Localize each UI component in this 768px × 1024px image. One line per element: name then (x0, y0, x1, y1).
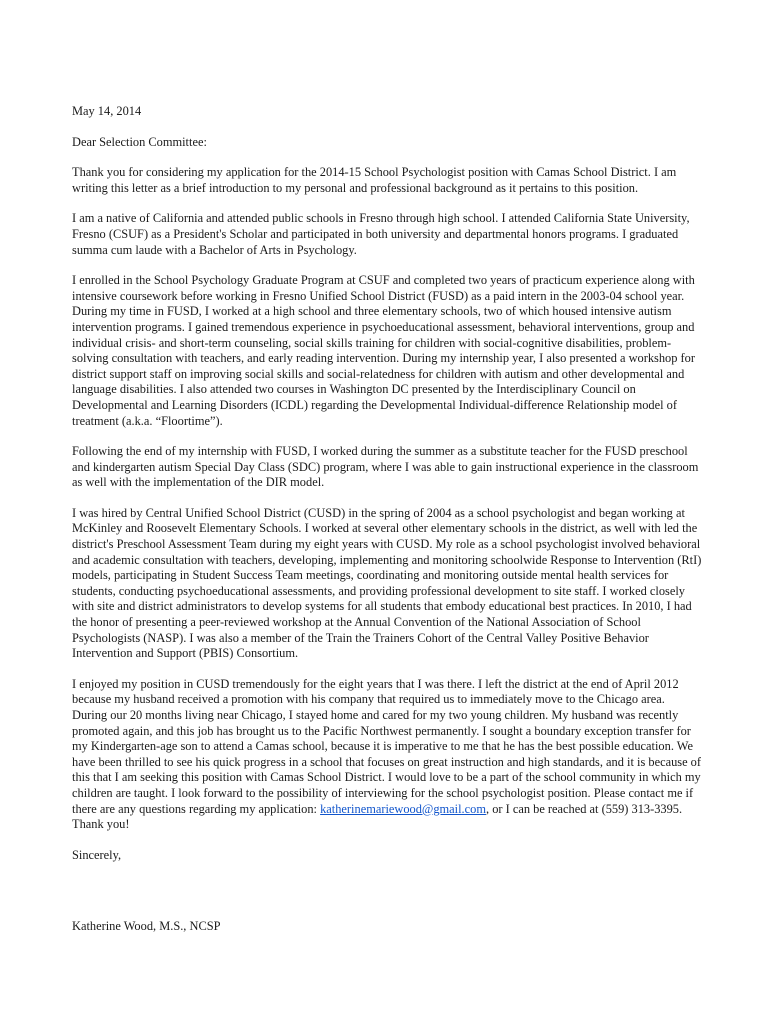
paragraph-cusd-experience: I was hired by Central Unified School District (CUSD) in the spring of 2004 as a school psychologist and began working at McKinley and Roosevelt Elementary Schools. I worked at several other elementary schools in the district, as well with led the district's Preschool Assessment Team during my eight years with CUSD. My role as a school psychologist involved behavioral and academic consultation with teachers, developing, implementing and monitoring schoolwide Response to Intervention (RtI) models, participating in Student Success Team meetings, coordinating and monitoring outside mental health services for students, conducting psychoeducational assessments, and providing professional development to site staff. I worked closely with site and district administrators to develop systems for all students that embody educational best practices. In 2010, I had the honor of presenting a peer-reviewed workshop at the Annual Convention of the National Association of School Psychologists (NASP). I was also a member of the Train the Trainers Cohort of the Central Valley Positive Behavior Intervention and Support (PBIS) Consortium. (72, 505, 702, 661)
signature-name: Katherine Wood, M.S., NCSP (72, 919, 221, 934)
letter-date: May 14, 2014 (72, 104, 142, 118)
paragraph-relocation-text: I enjoyed my position in CUSD tremendously for the eight years that I was there. I left the district at the end of April 2012 because my husband received a promotion with his company that required us to immediately move to the Chicago area. During our 20 months living near Chicago, I stayed home and cared for my two young children. My husband was recently promoted again, and this job has brought us to the Pacific Northwest permanently. I sought a boundary exception transfer for my Kindergarten-age son to attend a Camas school, because it is imperative to me that he has the best possible education. We have been thrilled to see his quick progress in a school that focuses on great instruction and high standards, and it is because of this that I am seeking this position with Camas School District. I would love to be a part of the school community in which my children are taught. I look forward to the possibility of interviewing for the school psychologist position. Please contact me if there are any questions regarding my application: (72, 676, 702, 816)
closing: Sincerely, (72, 847, 122, 862)
paragraph-graduate-program: I enrolled in the School Psychology Graduate Program at CSUF and completed two years of practicum experience along with intensive coursework before working in Fresno Unified School District (FUSD) as a paid intern in the 2003-04 school year. During my time in FUSD, I worked at a high school and three elementary schools, two of which housed intensive autism intervention programs. I gained tremendous experience in psychoeducational assessment, behavioral interventions, group and individual crisis- and short-term counseling, social skills training for children with social-cognitive disabilities, problem-solving consultation with teachers, and early reading intervention. During my internship year, I also presented a workshop for district support staff on improving social skills and social-relatedness for children with autism and other developmental and language disabilities. I also attended two courses in Washington DC presented by the Interdisciplinary Council on Developmental and Learning Disorders (ICDL) regarding the Developmental Individual-difference Relationship model of treatment (a.k.a. “Floortime”). (72, 273, 695, 428)
salutation: Dear Selection Committee: (72, 134, 207, 149)
paragraph-background: I am a native of California and attended public schools in Fresno through high school. I attended California State University, Fresno (CSUF) as a President's Scholar and participated in both university and departmental honors programs. I graduated summa cum laude with a Bachelor of Arts in Psychology. (72, 211, 690, 257)
paragraph-substitute-teaching: Following the end of my internship with FUSD, I worked during the summer as a substitute teacher for the FUSD preschool and kindergarten autism Special Day Class (SDC) program, where I was able to gain instructional experience in the classroom as well with the implementation of the DIR model. (72, 444, 699, 490)
paragraph-relocation (72, 677, 702, 833)
contact-phone-text: , or I can be reached at (559) 313-3395. Thank you! (72, 801, 683, 832)
paragraph-intro: Thank you for considering my application for the 2014-15 School Psychologist position with Camas School District. I am writing this letter as a brief introduction to my personal and professional background as it pertains to this position. (72, 165, 677, 195)
email-link[interactable]: katherinemariewood@gmail.com (320, 801, 486, 816)
